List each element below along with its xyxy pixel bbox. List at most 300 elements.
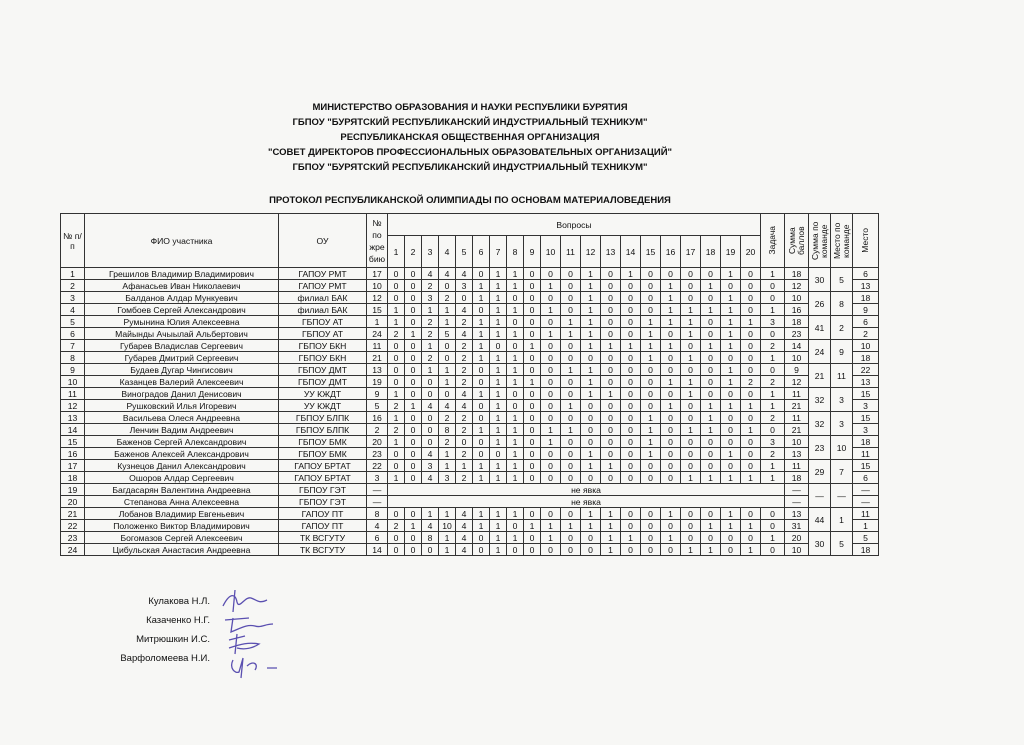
- col-header-team-place: Место по команде: [831, 214, 853, 268]
- question-score: 0: [524, 388, 541, 400]
- question-score: 1: [581, 292, 601, 304]
- signatures-block: [120, 596, 210, 672]
- question-score: 0: [405, 316, 422, 328]
- organization: ТК ВСГУТУ: [279, 532, 367, 544]
- question-score: 4: [456, 520, 473, 532]
- question-number-header: 2: [405, 236, 422, 268]
- signature-scribble-1: [223, 590, 267, 612]
- document-header: [0, 100, 940, 175]
- question-score: 0: [561, 436, 581, 448]
- question-score: 0: [541, 364, 561, 376]
- question-score: 0: [701, 532, 721, 544]
- total-score: 23: [785, 328, 809, 340]
- question-score: 0: [661, 544, 681, 556]
- question-score: 0: [741, 436, 761, 448]
- participant-name: Будаев Дугар Чингисович: [85, 364, 279, 376]
- question-score: 0: [741, 412, 761, 424]
- question-score: 1: [507, 268, 524, 280]
- question-score: 4: [456, 544, 473, 556]
- participant-name: Богомазов Сергей Алексеевич: [85, 532, 279, 544]
- question-score: 1: [721, 316, 741, 328]
- question-score: 1: [561, 316, 581, 328]
- question-score: 2: [388, 328, 405, 340]
- question-score: 0: [621, 280, 641, 292]
- question-score: 0: [541, 472, 561, 484]
- question-score: 1: [473, 472, 490, 484]
- question-score: 1: [507, 436, 524, 448]
- question-score: 1: [561, 400, 581, 412]
- question-score: 0: [524, 424, 541, 436]
- question-score: 1: [490, 268, 507, 280]
- question-score: 0: [661, 448, 681, 460]
- question-number-header: 16: [661, 236, 681, 268]
- question-score: 1: [701, 340, 721, 352]
- total-score: 12: [785, 280, 809, 292]
- col-header-num: № п/п: [61, 214, 85, 268]
- header-line: РЕСПУБЛИКАНСКАЯ ОБЩЕСТВЕННАЯ ОРГАНИЗАЦИЯ: [340, 132, 600, 143]
- question-score: 1: [507, 412, 524, 424]
- team-sum: 44: [809, 508, 831, 532]
- question-score: 0: [388, 292, 405, 304]
- question-score: 0: [388, 268, 405, 280]
- question-score: 1: [681, 352, 701, 364]
- question-score: 0: [581, 400, 601, 412]
- question-score: 0: [473, 268, 490, 280]
- task-score: 1: [761, 268, 785, 280]
- col-header-team-sum: Сумма по команде: [809, 214, 831, 268]
- question-score: 0: [641, 520, 661, 532]
- col-header-sum: Сумма баллов: [785, 214, 809, 268]
- question-score: 0: [561, 508, 581, 520]
- organization: ГАПОУ РМТ: [279, 268, 367, 280]
- question-score: 0: [581, 532, 601, 544]
- place: 5: [853, 532, 879, 544]
- organization: ГБПОУ ДМТ: [279, 376, 367, 388]
- question-score: 0: [661, 436, 681, 448]
- draw-number: 11: [367, 340, 388, 352]
- question-score: 1: [439, 364, 456, 376]
- draw-number: 2: [367, 424, 388, 436]
- question-score: 0: [405, 472, 422, 484]
- question-score: 0: [388, 532, 405, 544]
- signature-scribble-3: [229, 634, 259, 654]
- question-score: 1: [581, 448, 601, 460]
- question-score: 0: [524, 472, 541, 484]
- question-score: 2: [422, 316, 439, 328]
- question-number-header: 6: [473, 236, 490, 268]
- question-score: 1: [490, 460, 507, 472]
- question-score: 0: [405, 436, 422, 448]
- question-score: 1: [490, 376, 507, 388]
- question-score: 1: [581, 304, 601, 316]
- question-score: 0: [541, 508, 561, 520]
- question-score: 0: [422, 544, 439, 556]
- question-score: 0: [701, 292, 721, 304]
- question-score: 1: [405, 400, 422, 412]
- question-score: 0: [561, 544, 581, 556]
- question-score: 1: [405, 328, 422, 340]
- team-sum: —: [809, 484, 831, 508]
- organization: ГБПОУ ДМТ: [279, 364, 367, 376]
- total-score: 10: [785, 544, 809, 556]
- team-place: —: [831, 484, 853, 508]
- question-score: 1: [507, 424, 524, 436]
- question-score: 0: [641, 376, 661, 388]
- row-number: 2: [61, 280, 85, 292]
- question-score: 1: [439, 544, 456, 556]
- task-score: 0: [761, 280, 785, 292]
- question-score: 2: [388, 424, 405, 436]
- question-score: 0: [541, 352, 561, 364]
- question-number-header: 18: [701, 236, 721, 268]
- task-score: 0: [761, 520, 785, 532]
- question-score: 1: [581, 316, 601, 328]
- question-score: 0: [524, 544, 541, 556]
- question-score: 0: [701, 436, 721, 448]
- question-score: 0: [741, 460, 761, 472]
- question-number-header: 8: [507, 236, 524, 268]
- question-score: 1: [721, 400, 741, 412]
- question-score: 0: [561, 376, 581, 388]
- question-score: 0: [405, 424, 422, 436]
- team-place: 1: [831, 508, 853, 532]
- question-number-header: 10: [541, 236, 561, 268]
- participant-name: Баженов Алексей Александрович: [85, 448, 279, 460]
- place: 15: [853, 388, 879, 400]
- question-score: 0: [473, 544, 490, 556]
- question-score: 0: [741, 304, 761, 316]
- table-row: [61, 304, 879, 316]
- question-score: 1: [701, 544, 721, 556]
- table-row: [61, 376, 879, 388]
- question-score: 1: [681, 328, 701, 340]
- table-row: [61, 364, 879, 376]
- place: —: [853, 484, 879, 496]
- col-header-task: Задача: [761, 214, 785, 268]
- draw-number: 14: [367, 544, 388, 556]
- question-score: 0: [621, 388, 641, 400]
- question-score: 1: [507, 460, 524, 472]
- question-score: 1: [581, 268, 601, 280]
- table-row: [61, 400, 879, 412]
- question-score: 0: [524, 292, 541, 304]
- question-score: 1: [507, 448, 524, 460]
- organization: ГБПОУ ГЭТ: [279, 484, 367, 496]
- question-score: 1: [721, 292, 741, 304]
- row-number: 17: [61, 460, 85, 472]
- question-score: 1: [507, 364, 524, 376]
- question-score: 0: [405, 364, 422, 376]
- question-score: 1: [388, 304, 405, 316]
- question-score: 1: [439, 532, 456, 544]
- table-row: [61, 544, 879, 556]
- question-score: 0: [621, 352, 641, 364]
- question-score: 0: [641, 460, 661, 472]
- question-score: 0: [541, 268, 561, 280]
- row-number: 21: [61, 508, 85, 520]
- draw-number: 20: [367, 436, 388, 448]
- question-score: 0: [741, 448, 761, 460]
- question-score: 0: [621, 424, 641, 436]
- question-score: 0: [601, 412, 621, 424]
- question-score: 0: [741, 340, 761, 352]
- question-score: 1: [507, 508, 524, 520]
- question-score: 0: [524, 436, 541, 448]
- place: 1: [853, 520, 879, 532]
- question-score: 0: [601, 364, 621, 376]
- organization: ГБПОУ БМК: [279, 448, 367, 460]
- question-score: 1: [661, 400, 681, 412]
- question-score: 1: [681, 424, 701, 436]
- total-score: 14: [785, 340, 809, 352]
- organization: ГАПОУ РМТ: [279, 280, 367, 292]
- question-score: 0: [641, 388, 661, 400]
- question-score: 2: [422, 352, 439, 364]
- question-score: 1: [581, 376, 601, 388]
- col-header-draw: № по жре бию: [367, 214, 388, 268]
- question-score: 0: [581, 472, 601, 484]
- question-score: 1: [721, 508, 741, 520]
- question-score: 1: [422, 364, 439, 376]
- question-score: 1: [621, 532, 641, 544]
- question-score: 1: [524, 520, 541, 532]
- team-place: 7: [831, 460, 853, 484]
- question-score: 4: [456, 532, 473, 544]
- question-score: 0: [721, 412, 741, 424]
- question-score: 4: [422, 472, 439, 484]
- question-score: 4: [456, 400, 473, 412]
- question-score: 1: [721, 520, 741, 532]
- question-score: 1: [490, 388, 507, 400]
- col-header-name: ФИО участника: [85, 214, 279, 268]
- question-number-header: 12: [581, 236, 601, 268]
- row-number: 7: [61, 340, 85, 352]
- question-score: 1: [661, 280, 681, 292]
- place: 22: [853, 364, 879, 376]
- question-score: 1: [561, 328, 581, 340]
- question-score: 0: [661, 424, 681, 436]
- draw-number: 9: [367, 388, 388, 400]
- question-score: 1: [490, 304, 507, 316]
- question-score: 0: [473, 376, 490, 388]
- row-number: 15: [61, 436, 85, 448]
- question-number-header: 19: [721, 236, 741, 268]
- question-score: 0: [741, 364, 761, 376]
- table-row: [61, 268, 879, 280]
- question-score: 1: [388, 388, 405, 400]
- draw-number: 10: [367, 280, 388, 292]
- question-score: 0: [561, 448, 581, 460]
- question-score: 1: [641, 352, 661, 364]
- question-score: 0: [661, 412, 681, 424]
- question-score: 1: [524, 340, 541, 352]
- task-score: 1: [761, 472, 785, 484]
- question-score: 0: [439, 280, 456, 292]
- total-score: 11: [785, 412, 809, 424]
- question-number-header: 5: [456, 236, 473, 268]
- question-score: 0: [681, 412, 701, 424]
- question-score: 1: [541, 520, 561, 532]
- team-sum: 30: [809, 532, 831, 556]
- question-score: 0: [524, 448, 541, 460]
- question-score: 2: [456, 340, 473, 352]
- question-score: 0: [681, 280, 701, 292]
- question-score: 0: [681, 508, 701, 520]
- place: 9: [853, 304, 879, 316]
- organization: ГБПОУ ГЭТ: [279, 496, 367, 508]
- total-score: 9: [785, 364, 809, 376]
- question-score: 1: [681, 316, 701, 328]
- question-score: 1: [439, 508, 456, 520]
- question-score: 0: [681, 436, 701, 448]
- row-number: 22: [61, 520, 85, 532]
- question-score: 0: [473, 400, 490, 412]
- table-row: [61, 424, 879, 436]
- question-score: 0: [405, 292, 422, 304]
- row-number: 13: [61, 412, 85, 424]
- question-score: 1: [581, 388, 601, 400]
- question-score: 1: [422, 508, 439, 520]
- question-score: 0: [456, 292, 473, 304]
- question-score: 1: [641, 412, 661, 424]
- question-score: 1: [621, 268, 641, 280]
- question-score: 0: [621, 436, 641, 448]
- question-score: 1: [490, 412, 507, 424]
- question-score: 1: [721, 376, 741, 388]
- task-score: 0: [761, 364, 785, 376]
- place: 10: [853, 340, 879, 352]
- place: 18: [853, 544, 879, 556]
- question-score: 0: [741, 352, 761, 364]
- question-score: 1: [405, 520, 422, 532]
- question-score: 1: [741, 472, 761, 484]
- question-score: 0: [422, 412, 439, 424]
- question-score: 0: [721, 436, 741, 448]
- question-score: 0: [405, 340, 422, 352]
- participant-name: Кузнецов Данил Александрович: [85, 460, 279, 472]
- protocol-title: ПРОТОКОЛ РЕСПУБЛИКАНСКОЙ ОЛИМПИАДЫ ПО ОСНОВАМ МАТЕРИАЛОВЕДЕНИЯ: [269, 195, 671, 206]
- question-score: 2: [456, 472, 473, 484]
- question-score: 4: [422, 448, 439, 460]
- question-score: 0: [681, 340, 701, 352]
- draw-number: 15: [367, 304, 388, 316]
- handwritten-signatures: [215, 588, 295, 683]
- question-score: 0: [524, 328, 541, 340]
- question-score: 1: [439, 448, 456, 460]
- row-number: 11: [61, 388, 85, 400]
- question-score: 1: [641, 448, 661, 460]
- place: 18: [853, 352, 879, 364]
- question-score: 0: [541, 412, 561, 424]
- participant-name: Ошоров Алдар Сергеевич: [85, 472, 279, 484]
- question-score: 0: [601, 352, 621, 364]
- participant-name: Виноградов Данил Денисович: [85, 388, 279, 400]
- row-number: 6: [61, 328, 85, 340]
- question-score: 0: [661, 328, 681, 340]
- signature-name: Казаченко Н.Г.: [146, 615, 210, 626]
- team-sum: 26: [809, 292, 831, 316]
- participant-name: Афанасьев Иван Николаевич: [85, 280, 279, 292]
- question-score: 1: [601, 520, 621, 532]
- row-number: 18: [61, 472, 85, 484]
- organization: ГБПОУ БКН: [279, 352, 367, 364]
- question-score: 0: [439, 340, 456, 352]
- place: 13: [853, 376, 879, 388]
- question-score: 0: [473, 532, 490, 544]
- question-score: 0: [621, 400, 641, 412]
- question-score: 1: [581, 364, 601, 376]
- task-score: 0: [761, 424, 785, 436]
- table-row: [61, 484, 879, 496]
- question-score: 0: [561, 292, 581, 304]
- question-score: 0: [741, 388, 761, 400]
- question-score: 1: [581, 328, 601, 340]
- participant-name: Губарев Владислав Сергеевич: [85, 340, 279, 352]
- question-score: 0: [473, 304, 490, 316]
- question-score: 1: [473, 460, 490, 472]
- organization: филиал БАК: [279, 292, 367, 304]
- place: 6: [853, 316, 879, 328]
- total-score: 21: [785, 400, 809, 412]
- question-score: 0: [561, 340, 581, 352]
- question-score: 1: [641, 328, 661, 340]
- question-score: 0: [581, 544, 601, 556]
- organization: ГБПОУ БЛПК: [279, 424, 367, 436]
- question-score: 0: [621, 328, 641, 340]
- question-score: 0: [681, 268, 701, 280]
- participant-name: Цибульская Анастасия Андреевна: [85, 544, 279, 556]
- question-score: 1: [439, 316, 456, 328]
- question-score: 0: [621, 304, 641, 316]
- question-score: 2: [422, 280, 439, 292]
- question-score: 2: [439, 292, 456, 304]
- draw-number: —: [367, 484, 388, 496]
- question-score: 1: [473, 340, 490, 352]
- team-sum: 30: [809, 268, 831, 292]
- question-score: 0: [490, 340, 507, 352]
- question-score: 0: [621, 316, 641, 328]
- question-score: 0: [473, 412, 490, 424]
- question-score: 1: [721, 340, 741, 352]
- question-score: 4: [422, 268, 439, 280]
- task-score: 0: [761, 328, 785, 340]
- question-score: 0: [721, 460, 741, 472]
- question-score: 0: [701, 328, 721, 340]
- question-score: 0: [405, 412, 422, 424]
- question-score: 0: [721, 532, 741, 544]
- question-score: 1: [681, 304, 701, 316]
- question-score: 0: [507, 388, 524, 400]
- question-score: 0: [681, 448, 701, 460]
- question-score: 1: [661, 304, 681, 316]
- question-score: 1: [661, 340, 681, 352]
- participant-name: Рушковский Илья Игоревич: [85, 400, 279, 412]
- question-score: 1: [473, 328, 490, 340]
- question-score: 2: [388, 520, 405, 532]
- question-score: 1: [388, 472, 405, 484]
- task-score: 3: [761, 316, 785, 328]
- question-score: 0: [661, 268, 681, 280]
- place: 6: [853, 472, 879, 484]
- task-score: 2: [761, 448, 785, 460]
- question-score: 0: [641, 544, 661, 556]
- table-row: [61, 292, 879, 304]
- question-score: 1: [601, 544, 621, 556]
- question-score: 4: [456, 508, 473, 520]
- question-score: 0: [621, 364, 641, 376]
- place: 3: [853, 424, 879, 436]
- question-score: 0: [681, 364, 701, 376]
